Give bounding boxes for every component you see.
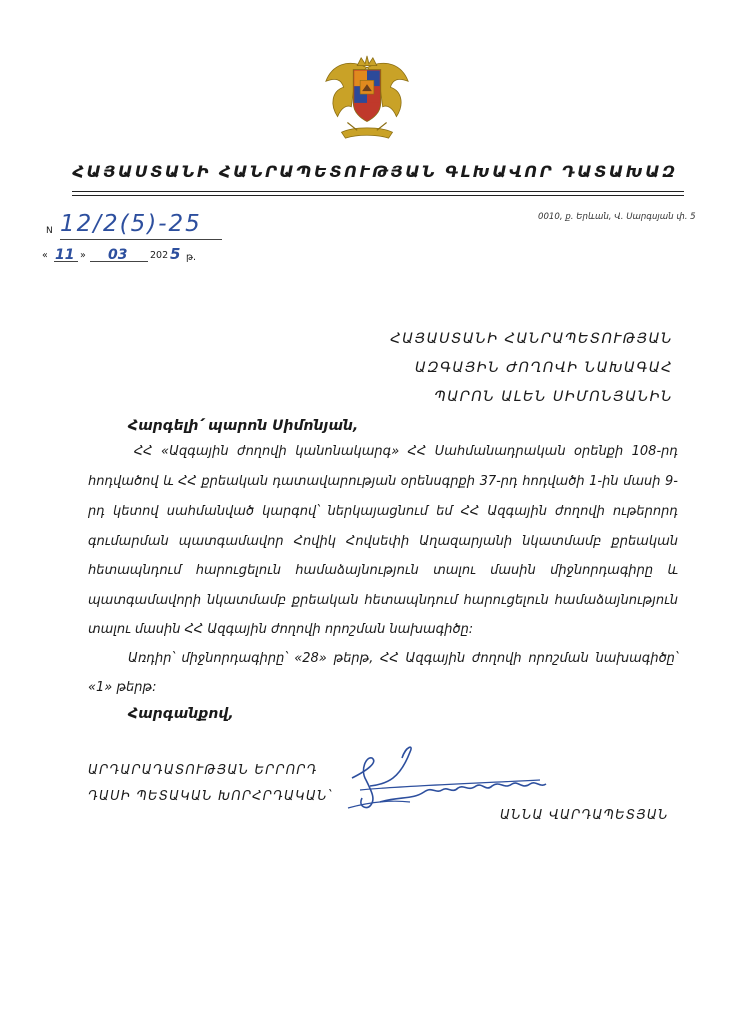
- signatory-title-line-1: ԱՐԴԱՐԱԴԱՏՈՒԹՅԱՆ ԵՐՐՈՐԴ: [88, 763, 318, 778]
- header-rule-thin: [72, 195, 684, 196]
- header-rule-thick: [72, 191, 684, 192]
- date-day: 11: [55, 247, 75, 263]
- body-line: հոդվածով և ՀՀ քրեական դատավարության օրենսգրքի 37-րդ հոդվածի 1-ին մասի 9-: [88, 474, 678, 489]
- closing: Հարգանքով,: [128, 706, 234, 722]
- office-address: 0010, ք. Երևան, Վ. Սարգսյան փ. 5: [538, 212, 696, 222]
- signatory-name: ԱՆՆԱ ՎԱՐԴԱՊԵՏՅԱՆ: [500, 808, 669, 823]
- body-line: հետապնդում հարուցելուն համաձայնություն տալու մասին միջնորդագիրը և: [88, 563, 678, 578]
- registration-underline: [60, 239, 222, 240]
- office-title: ՀԱՅԱՍՏԱՆԻ ՀԱՆՐԱՊԵՏՈՒԹՅԱՆ ԳԼԽԱՎՈՐ ԴԱՏԱԽԱԶ: [72, 162, 678, 181]
- registration-n-label: N: [46, 226, 53, 236]
- salutation: Հարգելի՛ պարոն Սիմոնյան,: [128, 418, 359, 434]
- body-line: ՀՀ «Ազգային ժողովի կանոնակարգ» ՀՀ Սահմանադրական օրենքի 108-րդ: [134, 444, 678, 459]
- date-month: 03: [108, 247, 128, 263]
- date-close-quote: »: [80, 250, 86, 261]
- date-year-suffix: թ.: [186, 252, 197, 263]
- recipient-line-1: ՀԱՅԱՍՏԱՆԻ ՀԱՆՐԱՊԵՏՈՒԹՅԱՆ: [390, 331, 673, 347]
- armenia-coat-of-arms-icon: [318, 48, 416, 146]
- recipient-line-2: ԱԶԳԱՅԻՆ ԺՈՂՈՎԻ ՆԱԽԱԳԱՀ: [414, 360, 673, 376]
- registration-number: 12/2(5)-25: [60, 211, 202, 237]
- body-line: պատգամավորի նկատմամբ քրեական հետապնդում հարուցելուն համաձայնություն: [88, 593, 678, 608]
- date-year-prefix: 202: [150, 250, 169, 261]
- body-line: «1» թերթ:: [88, 680, 157, 695]
- date-open-quote: «: [42, 250, 48, 261]
- body-line: Առդիր՝ միջնորդագիրը՝ «28» թերթ, ՀՀ Ազգային ժողովի որոշման նախագիծը՝: [128, 651, 678, 666]
- date-day-underline: [54, 261, 78, 262]
- signatory-title-line-2: ԴԱՍԻ ՊԵՏԱԿԱՆ ԽՈՐՀՐԴԱԿԱՆ՝: [88, 789, 332, 804]
- body-line: գումարման պատգամավոր Հովիկ Հովսեփի Աղազարյանի նկատմամբ քրեական: [88, 534, 678, 549]
- body-line: րդ կետով սահմանված կարգով՝ ներկայացնում եմ ՀՀ Ազգային ժողովի ութերորդ: [88, 504, 678, 519]
- date-year-digit: 5: [170, 245, 181, 263]
- date-month-underline: [90, 261, 148, 262]
- recipient-line-3: ՊԱՐՈՆ ԱԼԵՆ ՍԻՄՈՆՅԱՆԻՆ: [434, 389, 673, 405]
- handwritten-signature-icon: [340, 740, 580, 830]
- body-line: տալու մասին ՀՀ Ազգային ժողովի որոշման նախագիծը:: [88, 622, 474, 637]
